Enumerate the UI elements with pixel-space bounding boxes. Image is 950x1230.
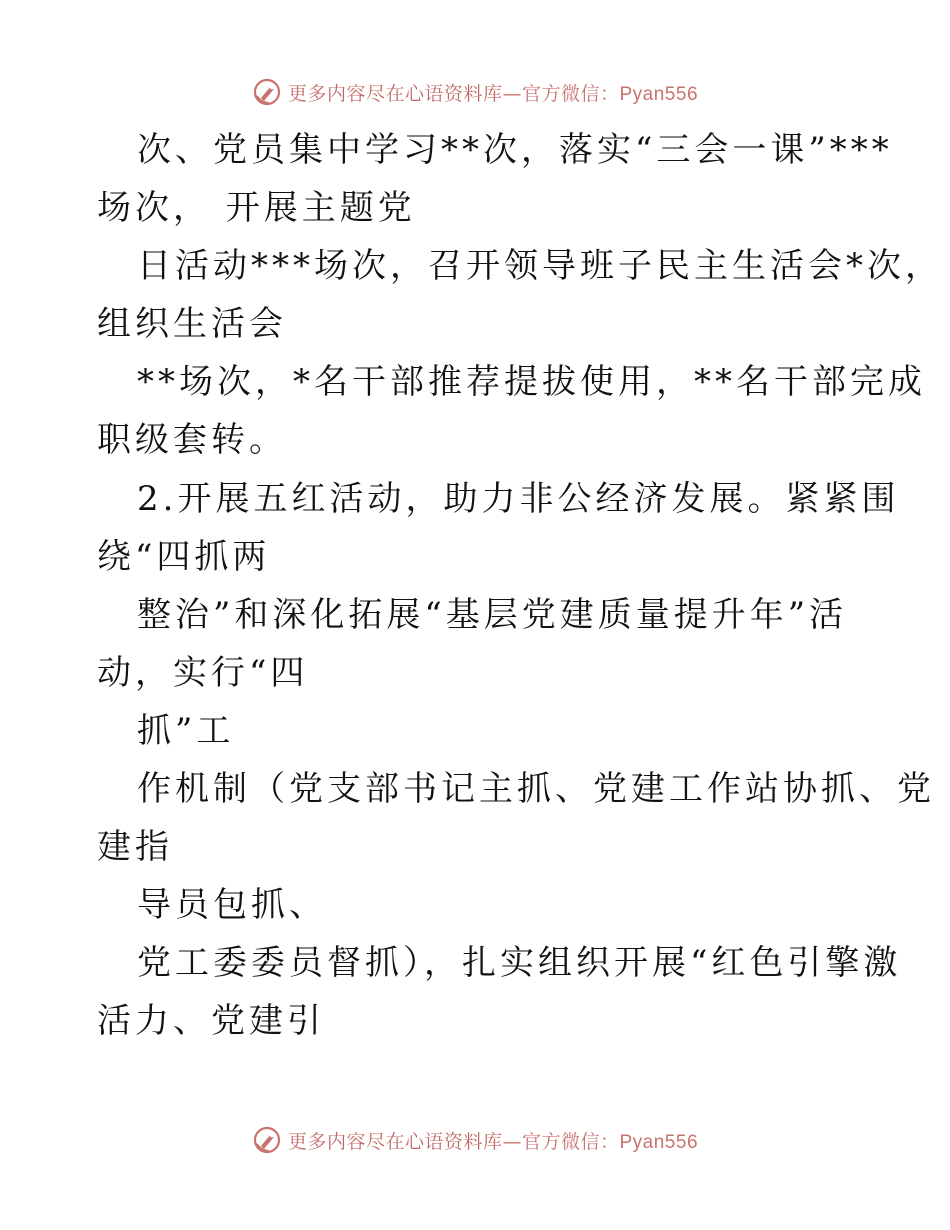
text-line: 建指 [97,827,173,867]
text-line: 党工委委员督抓），扎实组织开展“红色引擎激 [137,943,902,983]
text-line: 整治”和深化拓展“基层党建质量提升年”活 [137,595,848,635]
watermark-brand: 更多内容尽在心语资料库 [287,1130,503,1153]
text-line: 动，实行“四 [97,653,309,693]
text-line: 作机制（党支部书记主抓、党建工作站协抓、党 [137,769,935,809]
text-line: 导员包抓、 [137,885,327,925]
watermark-separator: — [502,1130,522,1153]
text-line: 次、党员集中学习**次，落实“三会一课”*** [137,130,893,170]
watermark-handle: Pyan556 [619,1131,699,1153]
watermark-separator: — [502,82,522,105]
text-line: 职级套转。 [97,420,287,460]
text-line: 日活动***场次，召开领导班子民主生活会*次， [137,246,943,286]
header-watermark [0,72,950,112]
text-line: 场次， 开展主题党 [97,188,416,228]
watermark-label: 官方微信： [521,1130,620,1153]
watermark-text [288,79,698,106]
watermark-text [288,1127,698,1154]
text-line: **场次，*名干部推荐提拔使用，**名干部完成 [137,362,926,402]
watermark-label: 官方微信： [521,82,620,105]
footer-watermark [0,1120,950,1160]
text-line: 活力、党建引 [97,1001,325,1041]
watermark-brand: 更多内容尽在心语资料库 [287,82,503,105]
pen-nib-seal-icon [252,77,282,107]
text-line: 2.开展五红活动，助力非公经济发展。紧紧围 [137,479,900,519]
pen-nib-seal-icon [252,1125,282,1155]
text-line: 绕“四抓两 [97,537,271,577]
text-line: 抓”工 [137,711,235,751]
watermark-handle: Pyan556 [619,83,699,105]
text-line: 组织生活会 [97,304,287,344]
